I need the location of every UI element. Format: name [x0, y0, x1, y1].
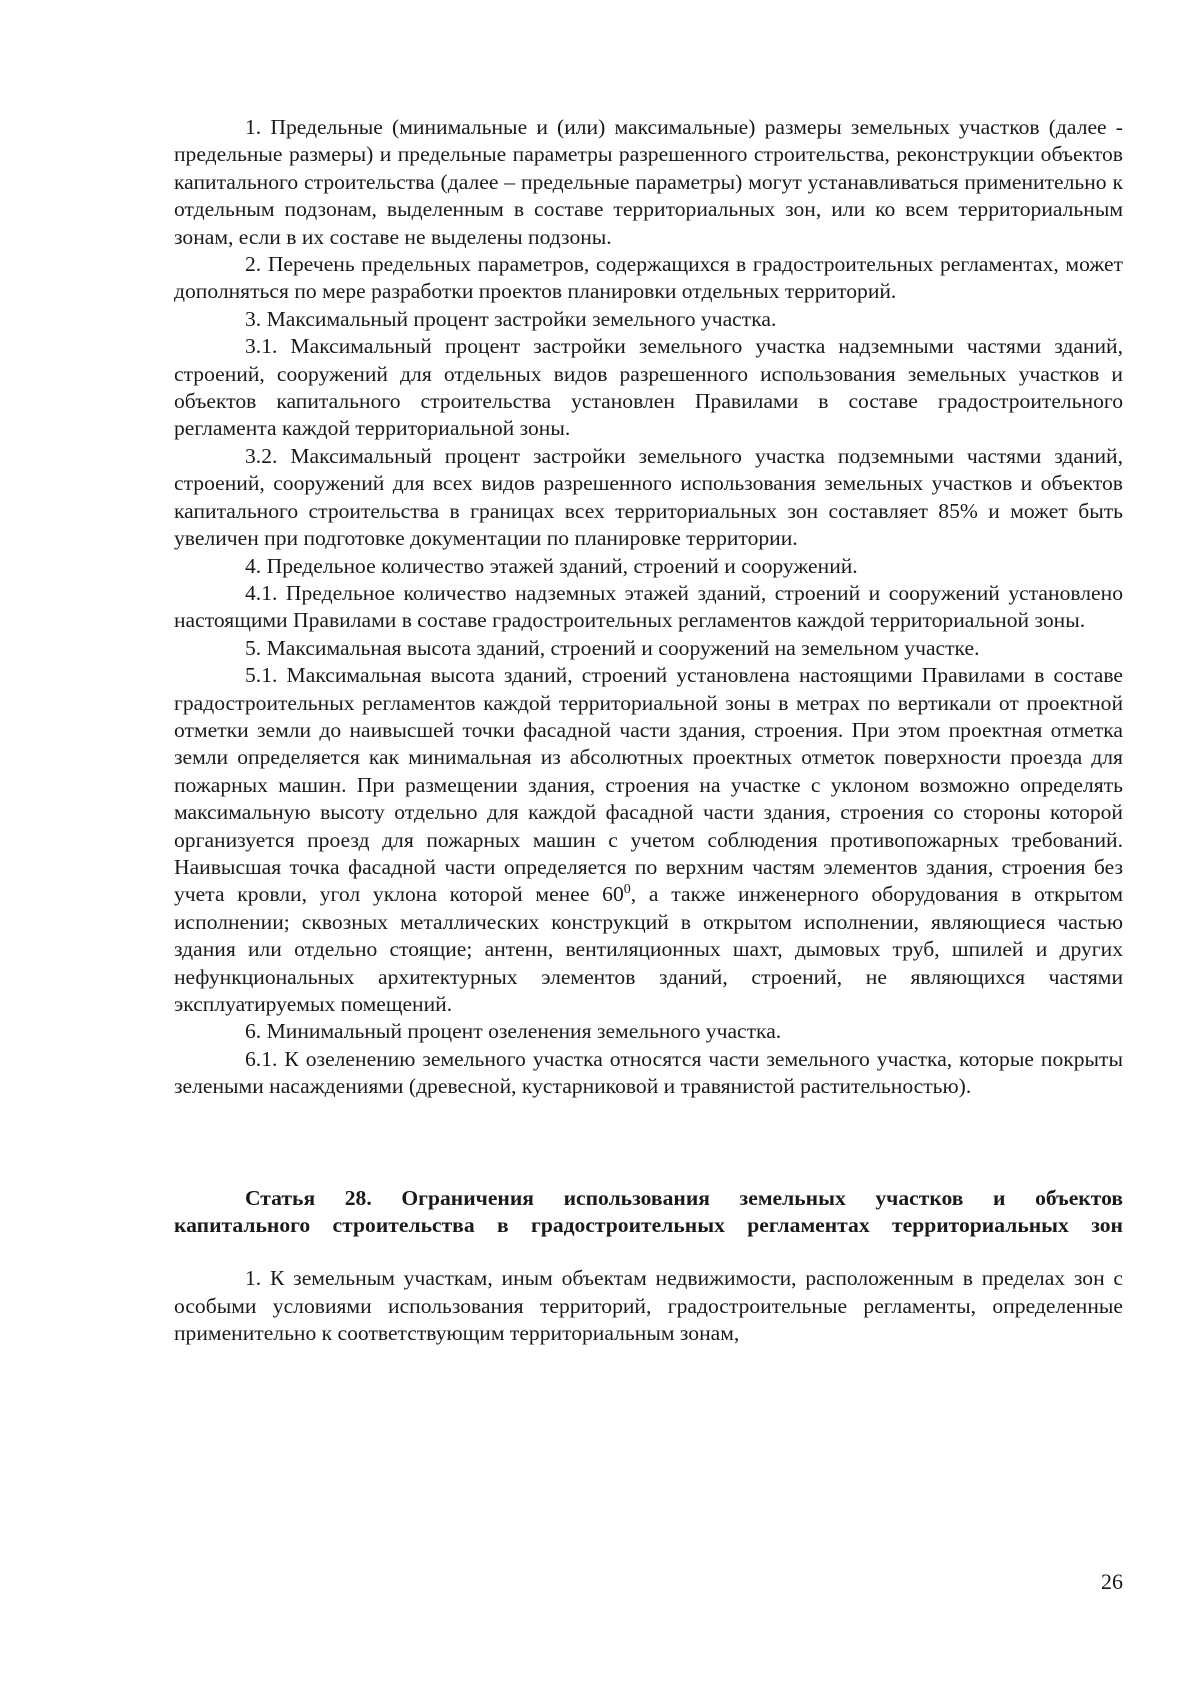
- document-body: [174, 114, 1123, 1348]
- paragraph-5-1-part-b: , а также инженерного оборудования в открытом исполнении; сквозных металлических конструкций в открытом исполнении, являющиеся частью здания или отдельно стоящие; антенн, вентиляционных шахт, дымовых труб, шпилей и других нефункциональных архитектурных элементов зданий, строений, не являющихся частями эксплуатируемых помещений.: [174, 882, 1123, 1016]
- degree-superscript: 0: [623, 882, 631, 898]
- article-heading-block: [174, 1185, 1123, 1240]
- article-heading-line-1: Статья 28. Ограничения использования земельных участков и объектов: [245, 1185, 1123, 1210]
- article-heading-line-2: капитального строительства в градостроительных регламентах территориальных зон: [174, 1213, 1123, 1238]
- paragraph-6-1: 6.1. К озеленению земельного участка относятся части земельного участка, которые покрыты зелеными насаждениями (древесной, кустарниковой и травянистой растительностью).: [174, 1046, 1123, 1099]
- paragraph-4: 4. Предельное количество этажей зданий, строений и сооружений.: [245, 553, 858, 578]
- article-heading: [174, 1185, 1123, 1240]
- paragraph-5-1-part-a: 5.1. Максимальная высота зданий, строений установлена настоящими Правилами в составе градостроительных регламентов каждой территориальной зоны в метрах по вертикали от проектной отметки земли до наивысшей точки фасадной части здания, строения. При этом проектная отметка земли определяется как минимальная из абсолютных проектных отметок поверхности проезда для пожарных машин. При размещении здания, строения на участке с уклоном возможно определять максимальную высоту отдельно для каждой фасадной части здания, строения со стороны которой организуется проезд для пожарных машин с учетом соблюдения противопожарных требований. Наивысшая точка фасадной части определяется по верхним частям элементов здания, строения без учета кровли, угол уклона которой менее 60: [174, 663, 1123, 907]
- paragraph-5: 5. Максимальная высота зданий, строений и сооружений на земельном участке.: [245, 635, 980, 660]
- paragraph-2: 2. Перечень предельных параметров, содержащихся в градостроительных регламентах, может дополняться по мере разработки проектов планировки отдельных территорий.: [174, 252, 1123, 304]
- paragraph-5-1: [174, 662, 1123, 1018]
- paragraph-4-1: 4.1. Предельное количество надземных этажей зданий, строений и сооружений установлено настоящими Правилами в составе градостроительных регламентов каждой территориальной зоны.: [174, 580, 1123, 633]
- article-paragraph-1: 1. К земельным участкам, иным объектам недвижимости, расположенным в пределах зон с особыми условиями использования территорий, градостроительные регламенты, определенные применительно к соответствующим территориальным зонам,: [174, 1266, 1123, 1346]
- paragraph-3: 3. Максимальный процент застройки земельного участка.: [245, 306, 777, 331]
- paragraph-3-1: 3.1. Максимальный процент застройки земельного участка надземными частями зданий, строений, сооружений для отдельных видов разрешенного использования земельных участков и объектов капитального строительства установлен Правилами в составе градостроительного регламента каждой территориальной зоны.: [174, 334, 1123, 441]
- page-number: 26: [1101, 1569, 1123, 1594]
- paragraph-6: 6. Минимальный процент озеленения земельного участка.: [245, 1019, 782, 1044]
- paragraph-1: 1. Предельные (минимальные и (или) максимальные) размеры земельных участков (далее - предельные размеры) и предельные параметры разрешенного строительства, реконструкции объектов капитального строительства (далее – предельные параметры) могут устанавливаться применительно к отдельным подзонам, выделенным в составе территориальных зон, или ко всем территориальным зонам, если в их составе не выделены подзоны.: [174, 115, 1123, 249]
- paragraph-3-2: 3.2. Максимальный процент застройки земельного участка подземными частями зданий, строений, сооружений для всех видов разрешенного использования земельных участков и объектов капитального строительства в границах всех территориальных зон составляет 85% и может быть увеличен при подготовке документации по планировке территории.: [174, 443, 1123, 551]
